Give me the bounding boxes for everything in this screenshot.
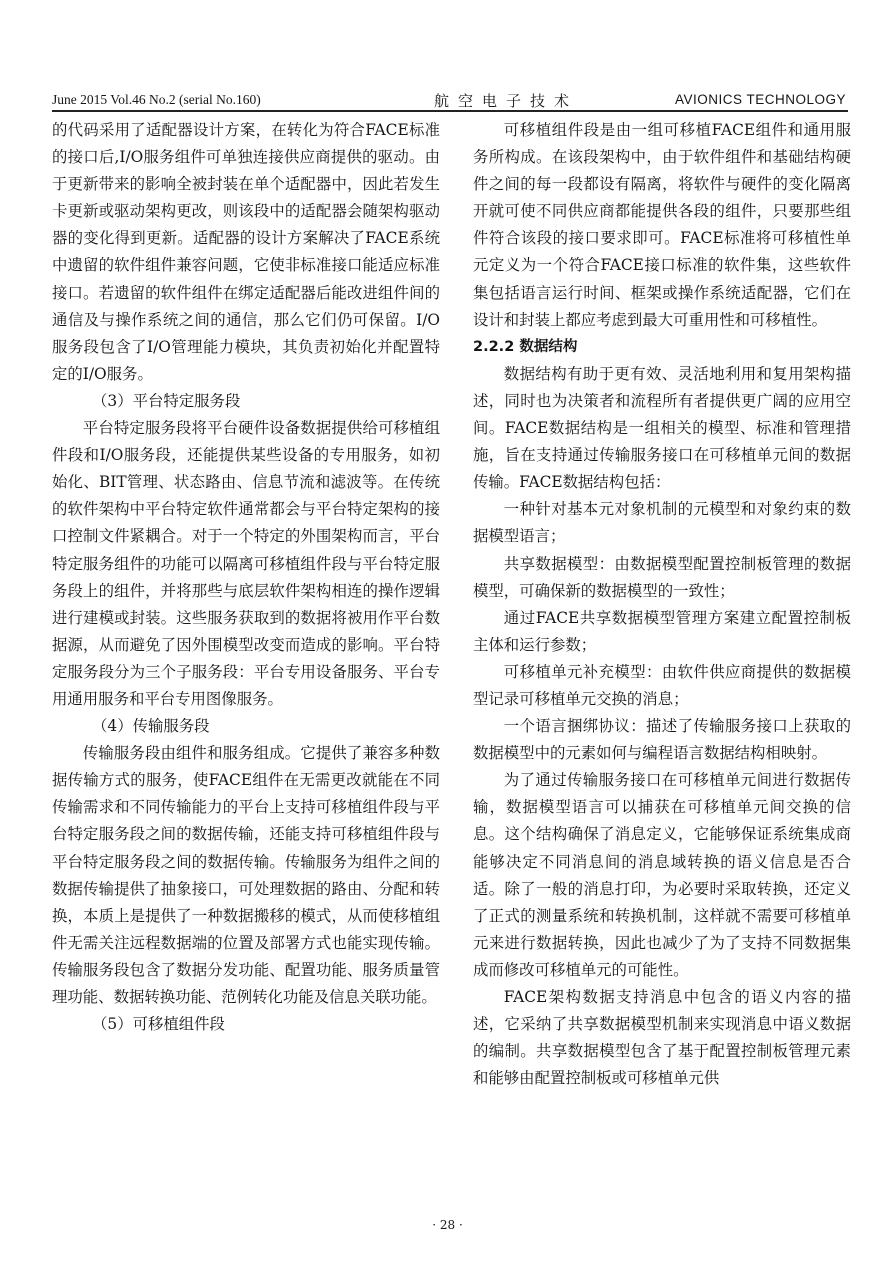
subsection-heading: （4）传输服务段	[92, 717, 210, 736]
paragraph: 的代码采用了适配器设计方案，在转化为符合FACE标准的接口后,I/O服务组件可单独连接供应商提供的驱动。由于更新带来的影响全被封装在单个适配器中，因此若发生卡更新或驱动架构更改，则该段中的适配器会随架构驱动器的变化得到更新。适配器的设计方案解决了FACE系统中遗留的软件组件兼容问题，它使非标准接口能适应标准接口。若遗留的软件组件在绑定适配器后能改进组件间的通信及与操作系统之间的通信，那么它们仍可保留。I/O服务段包含了I/O管理能力模块，其负责初始化并配置特定的I/O服务。	[52, 121, 440, 383]
section-heading: 2.2.2 数据结构	[473, 338, 578, 355]
list-item: 共享数据模型：由数据模型配置控制板管理的数据模型，可确保新的数据模型的一致性；	[473, 554, 851, 600]
running-header	[52, 92, 848, 112]
paragraph: 可移植组件段是由一组可移植FACE组件和通用服务所构成。在该段架构中，由于软件组件和基础结构硬件之间的每一段都设有隔离，将软件与硬件的变化隔离开就可使不同供应商都能提供各段的组件，只要那些组件符合该段的接口要求即可。FACE标准将可移植性单元定义为一个符合FACE接口标准的软件集，这些软件集包括语言运行时间、框架或操作系统适配器，它们在设计和封装上都应考虑到最大可重用性和可移植性。	[473, 121, 851, 329]
paragraph: FACE架构数据支持消息中包含的语义内容的描述，它采纳了共享数据模型机制来实现消息中语义数据的编制。共享数据模型包含了基于配置控制板管理元素和能够由配置控制板或可移植单元供	[473, 988, 851, 1088]
page-number: · 28 ·	[432, 1218, 463, 1232]
right-column	[473, 117, 851, 1092]
paragraph: 数据结构有助于更有效、灵活地利用和复用架构描述，同时也为决策者和流程所有者提供更广阔的应用空间。FACE数据结构是一组相关的模型、标准和管理措施，旨在支持通过传输服务接口在可移植单元间的数据传输。FACE数据结构包括：	[473, 364, 851, 492]
list-item: 一个语言捆绑协议：描述了传输服务接口上获取的数据模型中的元素如何与编程语言数据结构相映射。	[473, 717, 851, 763]
paragraph: 为了通过传输服务接口在可移植单元间进行数据传输，数据模型语言可以捕获在可移植单元间交换的信息。这个结构确保了消息定义，它能够保证系统集成商能够决定不同消息间的消息域转换的语义信息是否合适。除了一般的消息打印，为必要时采取转换，还定义了正式的测量系统和转换机制，这样就不需要可移植单元来进行数据转换，因此也减少了为了支持不同数据集成而修改可移植单元的可能性。	[473, 771, 851, 979]
list-item: 一种针对基本元对象机制的元模型和对象约束的数据模型语言；	[473, 500, 851, 546]
list-item: 可移植单元补充模型：由软件供应商提供的数据模型记录可移植单元交换的消息；	[473, 662, 851, 708]
subsection-heading: （5）可移植组件段	[92, 1015, 225, 1034]
subsection-heading: （3）平台特定服务段	[92, 391, 241, 410]
paragraph: 传输服务段由组件和服务组成。它提供了兼容多种数据传输方式的服务，使FACE组件在无需更改就能在不同传输需求和不同传输能力的平台上支持可移植组件段与平台特定服务段之间的数据传输，还能支持可移植组件段与平台特定服务段之间的数据传输。传输服务为组件之间的数据传输提供了抽象接口，可处理数据的路由、分配和转换，本质上是提供了一种数据搬移的模式，从而使移植组件无需关注远程数据端的位置及部署方式也能实现传输。传输服务段包含了数据分发功能、配置功能、服务质量管理功能、数据转换功能、范例转化功能及信息关联功能。	[52, 744, 440, 1006]
journal-title-english: AVIONICS TECHNOLOGY	[674, 92, 846, 107]
list-item: 通过FACE共享数据模型管理方案建立配置控制板主体和运行参数；	[473, 608, 851, 654]
left-column	[52, 117, 440, 1038]
journal-issue: June 2015 Vol.46 No.2 (serial No.160)	[52, 92, 261, 107]
paragraph: 平台特定服务段将平台硬件设备数据提供给可移植组件段和I/O服务段，还能提供某些设备的专用服务，如初始化、BIT管理、状态路由、信息节流和滤波等。在传统的软件架构中平台特定软件通常都会与平台特定架构的接口控制文件紧耦合。对于一个特定的外围架构而言，平台特定服务组件的功能可以隔离可移植组件段与平台特定服务段上的组件，并将那些与底层软件架构相连的操作逻辑进行建模或封装。这些服务获取到的数据将被用作平台数据源，从而避免了因外围模型改变而造成的影响。平台特定服务段分为三个子服务段：平台专用设备服务、平台专用通用服务和平台专用图像服务。	[52, 419, 440, 708]
header-rule	[52, 110, 848, 112]
journal-title: 航空电子技术	[434, 92, 579, 110]
